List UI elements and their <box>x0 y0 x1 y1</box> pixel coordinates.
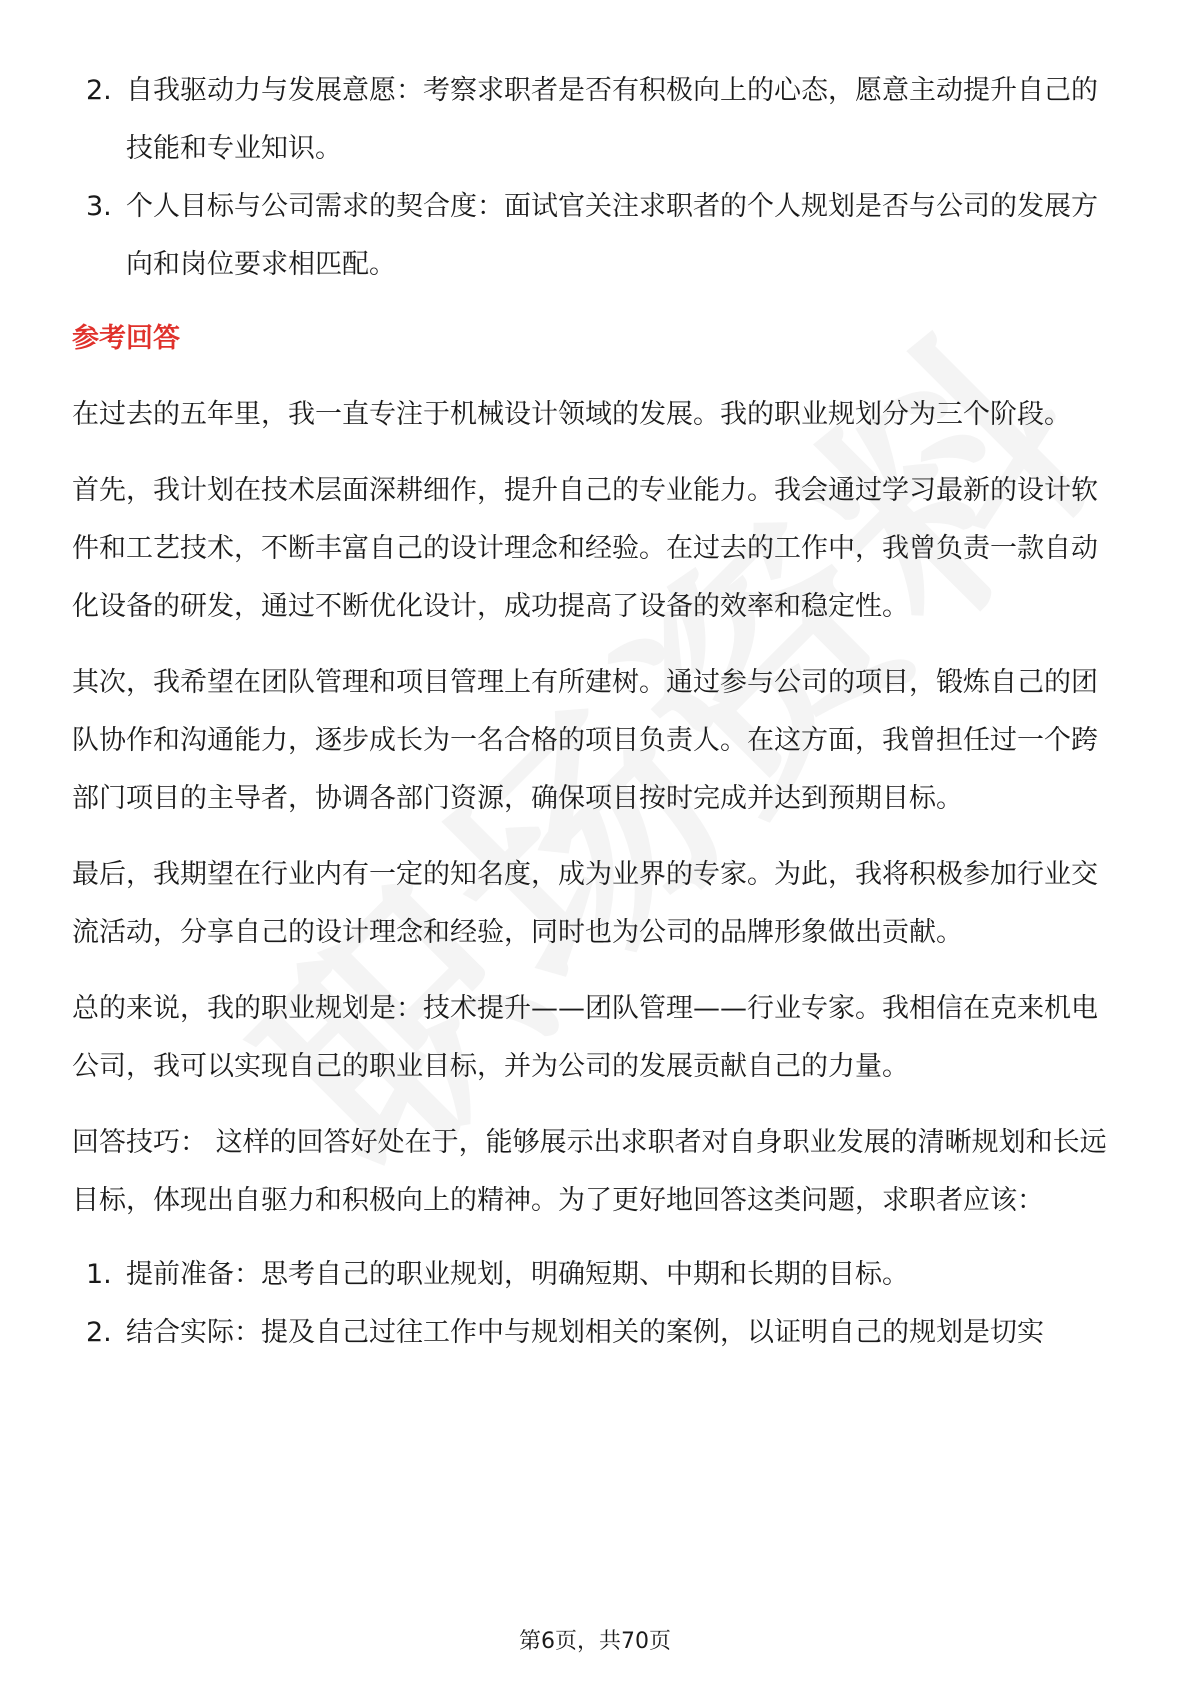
list-item <box>72 1304 1122 1362</box>
list-item <box>72 62 1122 178</box>
list-item <box>72 1246 1122 1304</box>
page-content <box>72 62 1122 1362</box>
list-item-text: 提前准备：思考自己的职业规划，明确短期、中期和长期的目标。 <box>126 1259 909 1290</box>
paragraph: 总的来说，我的职业规划是：技术提升——团队管理——行业专家。我相信在克来机电公司，我可以实现自己的职业目标，并为公司的发展贡献自己的力量。 <box>72 993 1098 1082</box>
paragraph: 最后，我期望在行业内有一定的知名度，成为业界的专家。为此，我将积极参加行业交流活动，分享自己的设计理念和经验，同时也为公司的品牌形象做出贡献。 <box>72 859 1098 948</box>
list-number: 2. <box>86 75 112 106</box>
criteria-list <box>72 62 1122 294</box>
list-number: 1. <box>86 1259 112 1290</box>
list-item-text: 个人目标与公司需求的契合度：面试官关注求职者的个人规划是否与公司的发展方向和岗位要求相匹配。 <box>126 191 1098 280</box>
page-footer: 第6页，共70页 <box>519 1629 671 1654</box>
section-heading: 参考回答 <box>72 323 180 354</box>
tips-list <box>72 1246 1122 1362</box>
paragraph: 首先，我计划在技术层面深耕细作，提升自己的专业能力。我会通过学习最新的设计软件和工艺技术，不断丰富自己的设计理念和经验。在过去的工作中，我曾负责一款自动化设备的研发，通过不断优化设计，成功提高了设备的效率和稳定性。 <box>72 475 1098 622</box>
list-item-text: 自我驱动力与发展意愿：考察求职者是否有积极向上的心态，愿意主动提升自己的技能和专业知识。 <box>126 75 1098 164</box>
answer-tips-paragraph: 回答技巧： 这样的回答好处在于，能够展示出求职者对自身职业发展的清晰规划和长远目标，体现出自驱力和积极向上的精神。为了更好地回答这类问题，求职者应该： <box>72 1127 1107 1216</box>
list-number: 2. <box>86 1317 112 1348</box>
paragraph: 其次，我希望在团队管理和项目管理上有所建树。通过参与公司的项目，锻炼自己的团队协作和沟通能力，逐步成长为一名合格的项目负责人。在这方面，我曾担任过一个跨部门项目的主导者，协调各部门资源，确保项目按时完成并达到预期目标。 <box>72 667 1098 814</box>
list-item-text: 结合实际：提及自己过往工作中与规划相关的案例，以证明自己的规划是切实 <box>126 1317 1044 1348</box>
list-number: 3. <box>86 191 112 222</box>
paragraph: 在过去的五年里，我一直专注于机械设计领域的发展。我的职业规划分为三个阶段。 <box>72 399 1071 430</box>
list-item <box>72 178 1122 294</box>
